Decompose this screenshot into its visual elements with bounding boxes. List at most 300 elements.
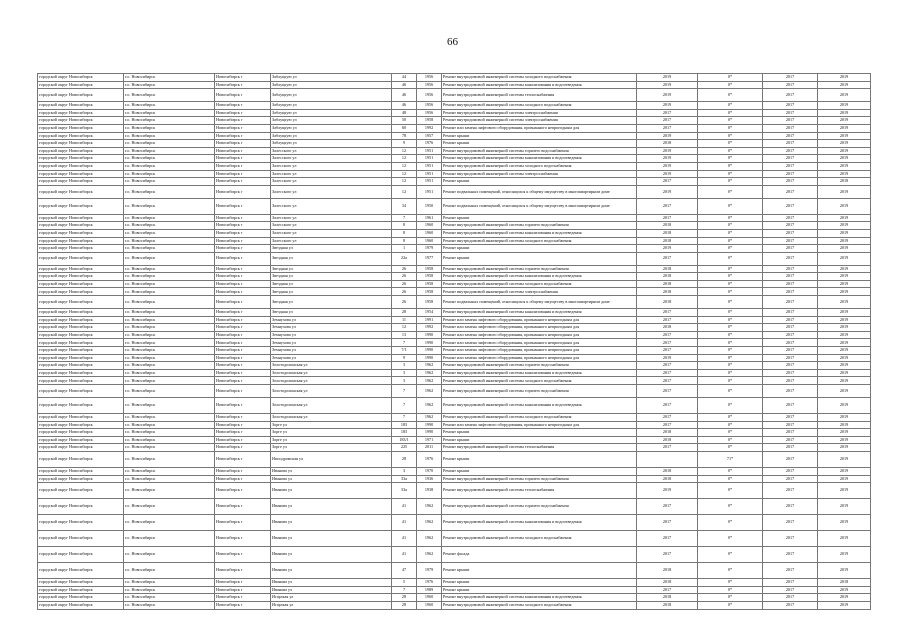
- period-end-cell: 2019: [818, 198, 871, 214]
- town-district-cell: г.о. Новосибирск: [124, 229, 215, 237]
- work-type-cell: Ремонт или замена лифтового оборудования, признанного непригодным для: [442, 339, 637, 347]
- street-cell: Звездная ул: [271, 252, 392, 265]
- municipality-cell: городской округ Новосибирск: [38, 563, 124, 579]
- period-start-cell: 2017: [763, 421, 818, 429]
- work-type-cell: Ремонт внутридомовой инженерной системы холодного водоснабжения: [442, 102, 637, 110]
- municipality-cell: городской округ Новосибирск: [38, 170, 124, 178]
- municipality-cell: городской округ Новосибирск: [38, 436, 124, 444]
- period-end-cell: 2019: [818, 444, 871, 452]
- period-end-cell: 2019: [818, 132, 871, 140]
- period-end-cell: 2019: [818, 377, 871, 385]
- percent-cell: 0*: [698, 214, 763, 222]
- town-district-cell: г.о. Новосибирск: [124, 170, 215, 178]
- planned-year-cell: 2017: [637, 369, 698, 377]
- period-start-cell: 2017: [763, 162, 818, 170]
- work-type-cell: Ремонт внутридомовой инженерной системы холодного водоснабжения: [442, 377, 637, 385]
- build-year-cell: 1962: [417, 499, 442, 515]
- period-start-cell: 2017: [763, 547, 818, 563]
- period-start-cell: 2017: [763, 140, 818, 148]
- planned-year-cell: 2017: [637, 198, 698, 214]
- house-number-cell: 7: [392, 339, 417, 347]
- work-type-cell: Ремонт крыши: [442, 140, 637, 148]
- street-cell: Ипподромская ул: [271, 451, 392, 467]
- period-end-cell: 2019: [818, 398, 871, 414]
- work-type-cell: Ремонт или замена лифтового оборудования, признанного непригодным для: [442, 324, 637, 332]
- house-number-cell: 9: [392, 140, 417, 148]
- municipality-cell: городской округ Новосибирск: [38, 222, 124, 230]
- street-cell: Иванова ул: [271, 531, 392, 547]
- planned-year-cell: 2017: [637, 124, 698, 132]
- period-end-cell: 2019: [818, 547, 871, 563]
- house-number-cell: 8: [392, 222, 417, 230]
- period-start-cell: 2017: [763, 499, 818, 515]
- period-start-cell: 2017: [763, 170, 818, 178]
- street-cell: Залесского ул: [271, 170, 392, 178]
- period-start-cell: 2017: [763, 398, 818, 414]
- table-row: [38, 499, 871, 515]
- build-year-cell: 1962: [417, 369, 442, 377]
- percent-cell: 0*: [698, 563, 763, 579]
- planned-year-cell: 2018: [637, 229, 698, 237]
- repair-schedule-table-container: [37, 73, 870, 610]
- house-number-cell: 34: [392, 198, 417, 214]
- percent-cell: 0*: [698, 579, 763, 587]
- table-row: [38, 252, 871, 265]
- planned-year-cell: 2019: [637, 147, 698, 155]
- municipality-cell: городской округ Новосибирск: [38, 398, 124, 414]
- period-end-cell: 2019: [818, 475, 871, 483]
- planned-year-cell: 2017: [637, 316, 698, 324]
- house-number-cell: 22а: [392, 252, 417, 265]
- work-type-cell: Ремонт внутридомовой инженерной системы холодного водоснабжения: [442, 74, 637, 82]
- municipality-cell: городской округ Новосибирск: [38, 280, 124, 288]
- locality-cell: Новосибирск г: [215, 162, 271, 170]
- house-number-cell: 7/1: [392, 347, 417, 355]
- period-start-cell: 2017: [763, 579, 818, 587]
- locality-cell: Новосибирск г: [215, 124, 271, 132]
- build-year-cell: 1954: [417, 309, 442, 317]
- town-district-cell: г.о. Новосибирск: [124, 515, 215, 531]
- percent-cell: 0*: [698, 316, 763, 324]
- town-district-cell: г.о. Новосибирск: [124, 377, 215, 385]
- table-row: [38, 309, 871, 317]
- period-start-cell: 2017: [763, 147, 818, 155]
- period-start-cell: 2017: [763, 362, 818, 370]
- period-end-cell: 2019: [818, 324, 871, 332]
- house-number-cell: 183: [392, 421, 417, 429]
- municipality-cell: городской округ Новосибирск: [38, 515, 124, 531]
- build-year-cell: 1958: [417, 273, 442, 281]
- town-district-cell: г.о. Новосибирск: [124, 147, 215, 155]
- period-end-cell: 2019: [818, 147, 871, 155]
- period-end-cell: 2019: [818, 499, 871, 515]
- street-cell: Заблуцкую ул: [271, 81, 392, 89]
- period-end-cell: 2019: [818, 354, 871, 362]
- street-cell: Золотодолинская ул: [271, 369, 392, 377]
- build-year-cell: 1958: [417, 288, 442, 296]
- planned-year-cell: 2018: [637, 296, 698, 309]
- house-number-cell: 7: [392, 586, 417, 594]
- build-year-cell: 1962: [417, 385, 442, 398]
- percent-cell: 0*: [698, 586, 763, 594]
- period-start-cell: 2017: [763, 483, 818, 499]
- work-type-cell: Ремонт внутридомовой инженерной системы канализования и водоотведения: [442, 398, 637, 414]
- street-cell: Заблуцкую ул: [271, 132, 392, 140]
- period-end-cell: 2019: [818, 296, 871, 309]
- build-year-cell: 1938: [417, 483, 442, 499]
- period-end-cell: 2019: [818, 421, 871, 429]
- period-start-cell: 2017: [763, 324, 818, 332]
- town-district-cell: г.о. Новосибирск: [124, 324, 215, 332]
- table-row: [38, 563, 871, 579]
- table-row: [38, 398, 871, 414]
- town-district-cell: г.о. Новосибирск: [124, 81, 215, 89]
- build-year-cell: 1936: [417, 475, 442, 483]
- table-row: [38, 245, 871, 253]
- town-district-cell: г.о. Новосибирск: [124, 369, 215, 377]
- build-year-cell: 1976: [417, 140, 442, 148]
- table-row: [38, 531, 871, 547]
- percent-cell: 0*: [698, 245, 763, 253]
- table-row: [38, 229, 871, 237]
- table-row: [38, 483, 871, 499]
- town-district-cell: г.о. Новосибирск: [124, 117, 215, 125]
- municipality-cell: городской округ Новосибирск: [38, 547, 124, 563]
- period-end-cell: 2019: [818, 185, 871, 198]
- planned-year-cell: 2019: [637, 132, 698, 140]
- locality-cell: Новосибирск г: [215, 515, 271, 531]
- house-number-cell: 41: [392, 547, 417, 563]
- town-district-cell: г.о. Новосибирск: [124, 586, 215, 594]
- work-type-cell: Ремонт или замена лифтового оборудования, признанного непригодным для: [442, 331, 637, 339]
- period-start-cell: 2017: [763, 288, 818, 296]
- municipality-cell: городской округ Новосибирск: [38, 594, 124, 602]
- house-number-cell: 183/1: [392, 436, 417, 444]
- municipality-cell: городской округ Новосибирск: [38, 162, 124, 170]
- percent-cell: 0*: [698, 132, 763, 140]
- locality-cell: Новосибирск г: [215, 483, 271, 499]
- period-start-cell: 2017: [763, 601, 818, 609]
- work-type-cell: Ремонт крыши: [442, 429, 637, 437]
- work-type-cell: Ремонт внутридомовой инженерной системы горячего водоснабжения: [442, 385, 637, 398]
- period-start-cell: 2017: [763, 531, 818, 547]
- municipality-cell: городской округ Новосибирск: [38, 531, 124, 547]
- work-type-cell: Ремонт крыши: [442, 132, 637, 140]
- period-end-cell: 2019: [818, 109, 871, 117]
- house-number-cell: 28: [392, 601, 417, 609]
- planned-year-cell: 2017: [637, 331, 698, 339]
- house-number-cell: 7: [392, 398, 417, 414]
- municipality-cell: городской округ Новосибирск: [38, 229, 124, 237]
- municipality-cell: городской округ Новосибирск: [38, 288, 124, 296]
- period-end-cell: 2019: [818, 369, 871, 377]
- house-number-cell: 33а: [392, 475, 417, 483]
- house-number-cell: 26: [392, 288, 417, 296]
- planned-year-cell: 2018: [637, 579, 698, 587]
- town-district-cell: г.о. Новосибирск: [124, 102, 215, 110]
- period-start-cell: 2017: [763, 467, 818, 475]
- house-number-cell: 50: [392, 117, 417, 125]
- house-number-cell: 47: [392, 563, 417, 579]
- municipality-cell: городской округ Новосибирск: [38, 252, 124, 265]
- planned-year-cell: 2018: [637, 475, 698, 483]
- table-row: [38, 444, 871, 452]
- municipality-cell: городской округ Новосибирск: [38, 483, 124, 499]
- work-type-cell: Ремонт внутридомовой инженерной системы электроснабжения: [442, 109, 637, 117]
- percent-cell: 0*: [698, 414, 763, 422]
- work-type-cell: Ремонт внутридомовой инженерной системы холодного водоснабжения: [442, 280, 637, 288]
- town-district-cell: г.о. Новосибирск: [124, 237, 215, 245]
- table-row: [38, 385, 871, 398]
- period-end-cell: 2019: [818, 252, 871, 265]
- town-district-cell: г.о. Новосибирск: [124, 429, 215, 437]
- planned-year-cell: 2019: [637, 102, 698, 110]
- town-district-cell: г.о. Новосибирск: [124, 222, 215, 230]
- build-year-cell: 1990: [417, 347, 442, 355]
- locality-cell: Новосибирск г: [215, 499, 271, 515]
- locality-cell: Новосибирск г: [215, 377, 271, 385]
- table-row: [38, 147, 871, 155]
- build-year-cell: 1957: [417, 132, 442, 140]
- planned-year-cell: 2017: [637, 339, 698, 347]
- table-row: [38, 594, 871, 602]
- street-cell: Зорге ул: [271, 436, 392, 444]
- town-district-cell: г.о. Новосибирск: [124, 444, 215, 452]
- percent-cell: 0*: [698, 324, 763, 332]
- planned-year-cell: 2017: [637, 377, 698, 385]
- municipality-cell: городской округ Новосибирск: [38, 273, 124, 281]
- house-number-cell: 13: [392, 331, 417, 339]
- town-district-cell: г.о. Новосибирск: [124, 109, 215, 117]
- work-type-cell: Ремонт внутридомовой инженерной системы теплоснабжения: [442, 483, 637, 499]
- street-cell: Залесского ул: [271, 178, 392, 186]
- table-row: [38, 265, 871, 273]
- street-cell: Заблуцкую ул: [271, 102, 392, 110]
- period-start-cell: 2017: [763, 185, 818, 198]
- period-end-cell: 2019: [818, 237, 871, 245]
- house-number-cell: 3: [392, 362, 417, 370]
- period-start-cell: 2017: [763, 74, 818, 82]
- municipality-cell: городской округ Новосибирск: [38, 296, 124, 309]
- percent-cell: 0*: [698, 594, 763, 602]
- locality-cell: Новосибирск г: [215, 252, 271, 265]
- house-number-cell: 41: [392, 499, 417, 515]
- street-cell: Иванова ул: [271, 579, 392, 587]
- municipality-cell: городской округ Новосибирск: [38, 237, 124, 245]
- period-start-cell: 2017: [763, 309, 818, 317]
- build-year-cell: 1950: [417, 198, 442, 214]
- work-type-cell: Ремонт крыши: [442, 579, 637, 587]
- period-start-cell: 2017: [763, 515, 818, 531]
- build-year-cell: 1962: [417, 515, 442, 531]
- build-year-cell: 1976: [417, 579, 442, 587]
- planned-year-cell: 2019: [637, 170, 698, 178]
- percent-cell: 0*: [698, 170, 763, 178]
- town-district-cell: г.о. Новосибирск: [124, 74, 215, 82]
- period-end-cell: 2019: [818, 117, 871, 125]
- street-cell: Золотодолинская ул: [271, 385, 392, 398]
- percent-cell: 0*: [698, 237, 763, 245]
- planned-year-cell: 2017: [637, 117, 698, 125]
- work-type-cell: Ремонт внутридомовой инженерной системы горячего водоснабжения: [442, 147, 637, 155]
- locality-cell: Новосибирск г: [215, 451, 271, 467]
- municipality-cell: городской округ Новосибирск: [38, 185, 124, 198]
- locality-cell: Новосибирск г: [215, 273, 271, 281]
- work-type-cell: Ремонт внутридомовой инженерной системы электроснабжения: [442, 117, 637, 125]
- house-number-cell: 46: [392, 89, 417, 102]
- house-number-cell: 7: [392, 414, 417, 422]
- house-number-cell: 44: [392, 74, 417, 82]
- municipality-cell: городской округ Новосибирск: [38, 117, 124, 125]
- work-type-cell: Ремонт внутридомовой инженерной системы холодного водоснабжения: [442, 237, 637, 245]
- locality-cell: Новосибирск г: [215, 309, 271, 317]
- town-district-cell: г.о. Новосибирск: [124, 563, 215, 579]
- period-start-cell: 2017: [763, 124, 818, 132]
- locality-cell: Новосибирск г: [215, 531, 271, 547]
- locality-cell: Новосибирск г: [215, 475, 271, 483]
- period-end-cell: 2019: [818, 331, 871, 339]
- locality-cell: Новосибирск г: [215, 155, 271, 163]
- house-number-cell: 33а: [392, 483, 417, 499]
- municipality-cell: городской округ Новосибирск: [38, 109, 124, 117]
- build-year-cell: 1990: [417, 421, 442, 429]
- period-start-cell: 2017: [763, 237, 818, 245]
- build-year-cell: 1951: [417, 178, 442, 186]
- planned-year-cell: 2018: [637, 467, 698, 475]
- street-cell: Иванова ул: [271, 467, 392, 475]
- percent-cell: 0*: [698, 74, 763, 82]
- house-number-cell: 28: [392, 594, 417, 602]
- period-end-cell: 2019: [818, 467, 871, 475]
- percent-cell: 0*: [698, 515, 763, 531]
- town-district-cell: г.о. Новосибирск: [124, 331, 215, 339]
- street-cell: Земнухова ул: [271, 316, 392, 324]
- build-year-cell: 1979: [417, 245, 442, 253]
- house-number-cell: 12: [392, 170, 417, 178]
- table-row: [38, 109, 871, 117]
- planned-year-cell: 2017: [637, 414, 698, 422]
- period-start-cell: 2017: [763, 155, 818, 163]
- planned-year-cell: 2019: [637, 483, 698, 499]
- table-row: [38, 237, 871, 245]
- locality-cell: Новосибирск г: [215, 109, 271, 117]
- build-year-cell: 1951: [417, 170, 442, 178]
- work-type-cell: Ремонт внутридомовой инженерной системы канализования и водоотведения: [442, 594, 637, 602]
- build-year-cell: 1962: [417, 377, 442, 385]
- build-year-cell: 1958: [417, 280, 442, 288]
- house-number-cell: 41: [392, 515, 417, 531]
- municipality-cell: городской округ Новосибирск: [38, 102, 124, 110]
- street-cell: Залесского ул: [271, 237, 392, 245]
- planned-year-cell: 2018: [637, 265, 698, 273]
- table-row: [38, 81, 871, 89]
- locality-cell: Новосибирск г: [215, 245, 271, 253]
- table-row: [38, 451, 871, 467]
- percent-cell: 0*: [698, 162, 763, 170]
- period-end-cell: 2019: [818, 339, 871, 347]
- municipality-cell: городской округ Новосибирск: [38, 245, 124, 253]
- work-type-cell: Ремонт внутридомовой инженерной системы холодного водоснабжения: [442, 601, 637, 609]
- municipality-cell: городской округ Новосибирск: [38, 385, 124, 398]
- build-year-cell: 1956: [417, 89, 442, 102]
- period-start-cell: 2017: [763, 252, 818, 265]
- build-year-cell: 1990: [417, 429, 442, 437]
- street-cell: Заблуцкую ул: [271, 74, 392, 82]
- work-type-cell: Ремонт крыши: [442, 252, 637, 265]
- street-cell: Иванова ул: [271, 515, 392, 531]
- planned-year-cell: 2018: [637, 563, 698, 579]
- percent-cell: 0*: [698, 436, 763, 444]
- build-year-cell: 1991: [417, 316, 442, 324]
- work-type-cell: Ремонт внутридомовой инженерной системы горячего водоснабжения: [442, 499, 637, 515]
- planned-year-cell: 2017: [637, 421, 698, 429]
- street-cell: Заблуцкую ул: [271, 140, 392, 148]
- house-number-cell: 26: [392, 296, 417, 309]
- table-row: [38, 124, 871, 132]
- locality-cell: Новосибирск г: [215, 347, 271, 355]
- work-type-cell: Ремонт крыши: [442, 245, 637, 253]
- work-type-cell: Ремонт крыши: [442, 436, 637, 444]
- period-start-cell: 2017: [763, 475, 818, 483]
- town-district-cell: г.о. Новосибирск: [124, 483, 215, 499]
- period-end-cell: 2019: [818, 586, 871, 594]
- locality-cell: Новосибирск г: [215, 74, 271, 82]
- build-year-cell: 1960: [417, 229, 442, 237]
- locality-cell: Новосибирск г: [215, 547, 271, 563]
- percent-cell: 0*: [698, 347, 763, 355]
- period-end-cell: 2019: [818, 316, 871, 324]
- planned-year-cell: 2017: [637, 547, 698, 563]
- period-end-cell: 2019: [818, 362, 871, 370]
- period-end-cell: 2019: [818, 483, 871, 499]
- period-start-cell: 2017: [763, 563, 818, 579]
- municipality-cell: городской округ Новосибирск: [38, 475, 124, 483]
- house-number-cell: 12: [392, 324, 417, 332]
- build-year-cell: 1971: [417, 436, 442, 444]
- street-cell: Звездная ул: [271, 245, 392, 253]
- percent-cell: 71*: [698, 451, 763, 467]
- town-district-cell: г.о. Новосибирск: [124, 198, 215, 214]
- table-row: [38, 429, 871, 437]
- period-start-cell: 2017: [763, 444, 818, 452]
- period-end-cell: 2019: [818, 531, 871, 547]
- street-cell: Земнухова ул: [271, 324, 392, 332]
- house-number-cell: 7: [392, 214, 417, 222]
- municipality-cell: городской округ Новосибирск: [38, 81, 124, 89]
- percent-cell: 0*: [698, 252, 763, 265]
- town-district-cell: г.о. Новосибирск: [124, 178, 215, 186]
- period-end-cell: 2019: [818, 347, 871, 355]
- work-type-cell: Ремонт внутридомовой инженерной системы канализования и водоотведения: [442, 515, 637, 531]
- percent-cell: 0*: [698, 147, 763, 155]
- municipality-cell: городской округ Новосибирск: [38, 214, 124, 222]
- locality-cell: Новосибирск г: [215, 594, 271, 602]
- build-year-cell: 1979: [417, 563, 442, 579]
- house-number-cell: 46: [392, 102, 417, 110]
- table-row: [38, 331, 871, 339]
- table-row: [38, 347, 871, 355]
- municipality-cell: городской округ Новосибирск: [38, 339, 124, 347]
- period-start-cell: 2017: [763, 331, 818, 339]
- table-row: [38, 214, 871, 222]
- town-district-cell: г.о. Новосибирск: [124, 547, 215, 563]
- work-type-cell: Ремонт внутридомовой инженерной системы канализования и водоотведения: [442, 369, 637, 377]
- period-end-cell: 2018: [818, 178, 871, 186]
- work-type-cell: Ремонт фасада: [442, 547, 637, 563]
- period-start-cell: 2017: [763, 132, 818, 140]
- locality-cell: Новосибирск г: [215, 280, 271, 288]
- municipality-cell: городской округ Новосибирск: [38, 89, 124, 102]
